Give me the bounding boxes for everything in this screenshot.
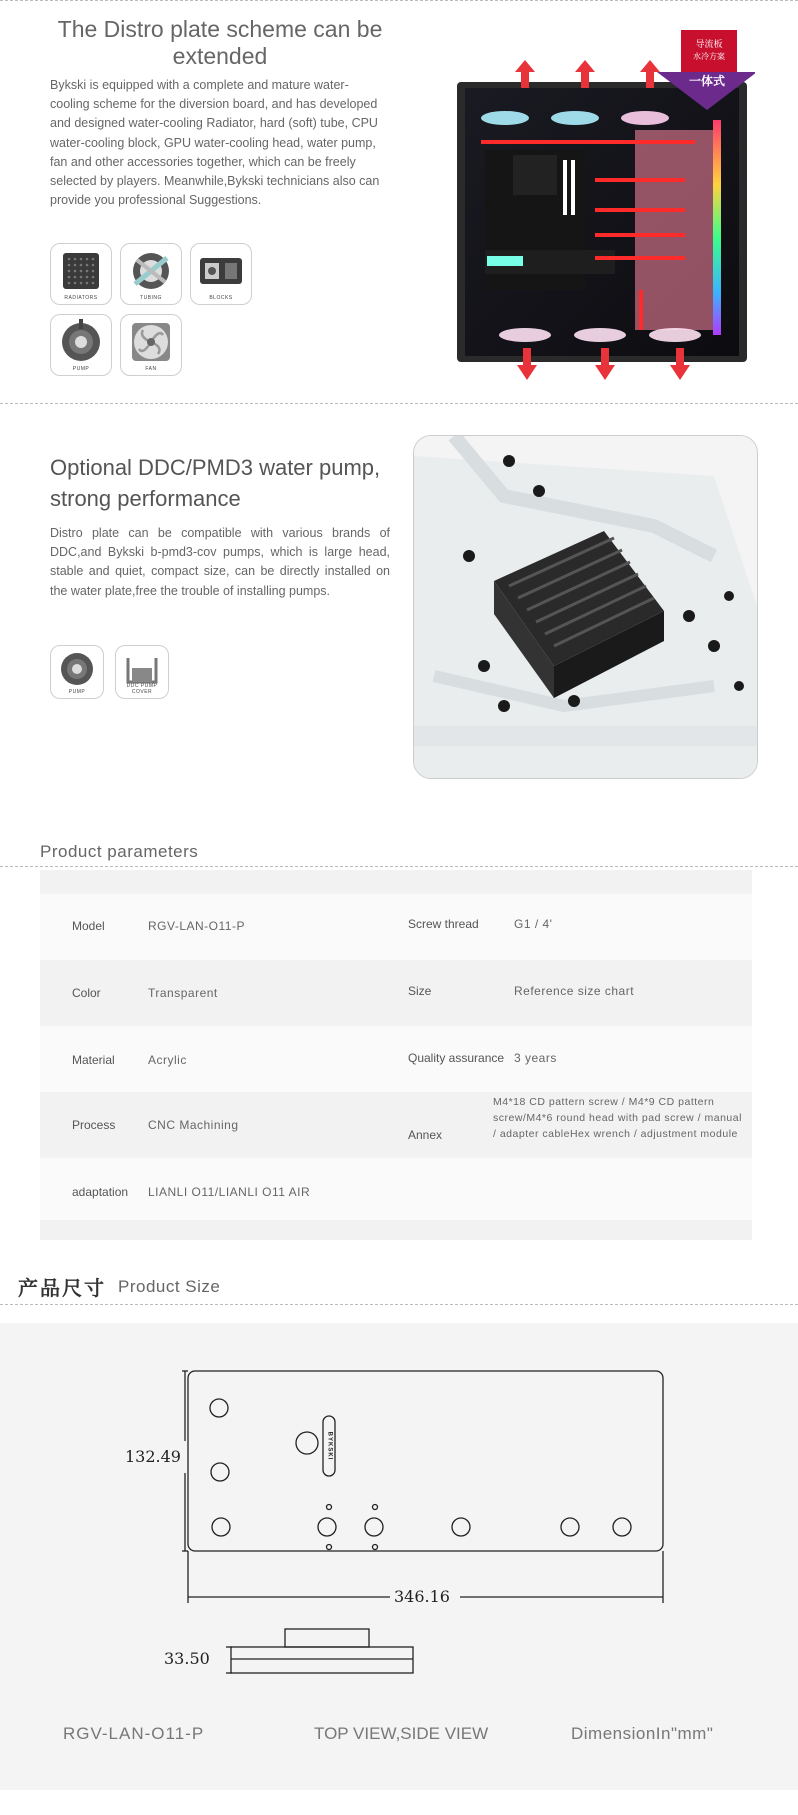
fan-icon bbox=[120, 314, 182, 376]
pump-cover-icon bbox=[115, 645, 169, 699]
dimension-side: 33.50 bbox=[164, 1649, 210, 1668]
params-divider bbox=[0, 866, 798, 867]
badge-line-2: 水冷方案 bbox=[693, 52, 725, 61]
icon-label: FAN bbox=[145, 366, 157, 372]
param-label: Material bbox=[72, 1053, 115, 1067]
param-value: RGV-LAN-O11-P bbox=[148, 919, 245, 933]
size-diagram-area bbox=[0, 1323, 798, 1790]
table-row bbox=[40, 1092, 752, 1158]
icon-label: PUMP bbox=[72, 366, 90, 372]
caption-unit: DimensionIn"mm" bbox=[571, 1724, 714, 1743]
param-label: adaptation bbox=[72, 1185, 129, 1199]
params-table bbox=[40, 870, 752, 1240]
table-row bbox=[40, 960, 752, 1026]
pump-icon bbox=[50, 314, 112, 376]
param-value: Transparent bbox=[148, 986, 218, 1000]
size-title-en: Product Size bbox=[118, 1277, 221, 1296]
section1-divider bbox=[0, 403, 798, 404]
size-divider bbox=[0, 1304, 798, 1305]
table-row bbox=[40, 894, 752, 960]
size-title-cn: 产品尺寸 bbox=[18, 1276, 106, 1300]
param-label: Quality assurance bbox=[408, 1051, 505, 1065]
params-title: Product parameters bbox=[40, 842, 199, 861]
table-row bbox=[40, 870, 752, 894]
icon-label: DDC PUMP COVER bbox=[126, 683, 158, 695]
plate-logo bbox=[320, 1415, 338, 1477]
section2-body: Distro plate can be compatible with various brands of DDC,and Bykski b-pmd3-cov pumps, which is large head, stable and quiet, compact size, can be directly installed on the water plate,free the trouble of installing pumps. bbox=[50, 526, 390, 598]
param-value: Reference size chart bbox=[514, 984, 635, 998]
badge-line-3: 一体式 bbox=[688, 74, 725, 88]
section2-title: Optional DDC/PMD3 water pump, strong performance bbox=[50, 455, 381, 511]
tubing-icon bbox=[120, 243, 182, 305]
pc-case-image bbox=[445, 30, 755, 385]
icon-label: BLOCKS bbox=[209, 295, 233, 301]
table-row bbox=[40, 1026, 752, 1092]
dimension-drawing bbox=[0, 1323, 798, 1790]
pump-plate-photo bbox=[413, 435, 758, 779]
section1-title: The Distro plate scheme can be extended bbox=[57, 16, 383, 69]
param-value: G1 / 4' bbox=[514, 917, 553, 931]
badge-line-1: 导流板 bbox=[695, 40, 723, 50]
caption-view: TOP VIEW,SIDE VIEW bbox=[314, 1724, 489, 1743]
param-value: Acrylic bbox=[148, 1053, 187, 1067]
param-label: Color bbox=[72, 986, 101, 1000]
param-value: LIANLI O11/LIANLI O11 AIR bbox=[148, 1185, 311, 1199]
param-label: Screw thread bbox=[408, 917, 479, 931]
icon-label: RADIATORS bbox=[64, 295, 98, 301]
dimension-width: 346.16 bbox=[394, 1587, 450, 1606]
pump-icon bbox=[50, 645, 104, 699]
param-value: CNC Machining bbox=[148, 1118, 239, 1132]
table-row bbox=[40, 1158, 752, 1224]
radiator-icon bbox=[50, 243, 112, 305]
param-value: 3 years bbox=[514, 1051, 557, 1065]
icon-label: PUMP bbox=[68, 689, 86, 695]
param-label: Process bbox=[72, 1118, 116, 1132]
param-label: Model bbox=[72, 919, 105, 933]
param-label: Size bbox=[408, 984, 432, 998]
plate-logo-text: BYKSKI bbox=[326, 1431, 333, 1461]
blocks-icon bbox=[190, 243, 252, 305]
section1-body: Bykski is equipped with a complete and mature water-cooling scheme for the diversion board, and has developed and designed water-cooling Radiator, hard (soft) tube, CPU water-cooling block, GPU water-cooling head, water pump, fan and other accessories together, which can be freely selected by players. Meanwhile,Bykski technicians also can provide you professional Suggestions. bbox=[50, 78, 380, 208]
dimension-height: 132.49 bbox=[125, 1447, 181, 1466]
table-row bbox=[40, 1220, 752, 1240]
caption-model: RGV-LAN-O11-P bbox=[63, 1724, 205, 1743]
param-value: M4*18 CD pattern screw / M4*9 CD pattern screw/M4*6 round head with pad screw / manual / adapter cableHex wrench / adjustment module bbox=[493, 1096, 742, 1140]
param-label: Annex bbox=[408, 1128, 443, 1142]
icon-label: TUBING bbox=[140, 295, 162, 301]
top-divider bbox=[0, 0, 798, 1]
